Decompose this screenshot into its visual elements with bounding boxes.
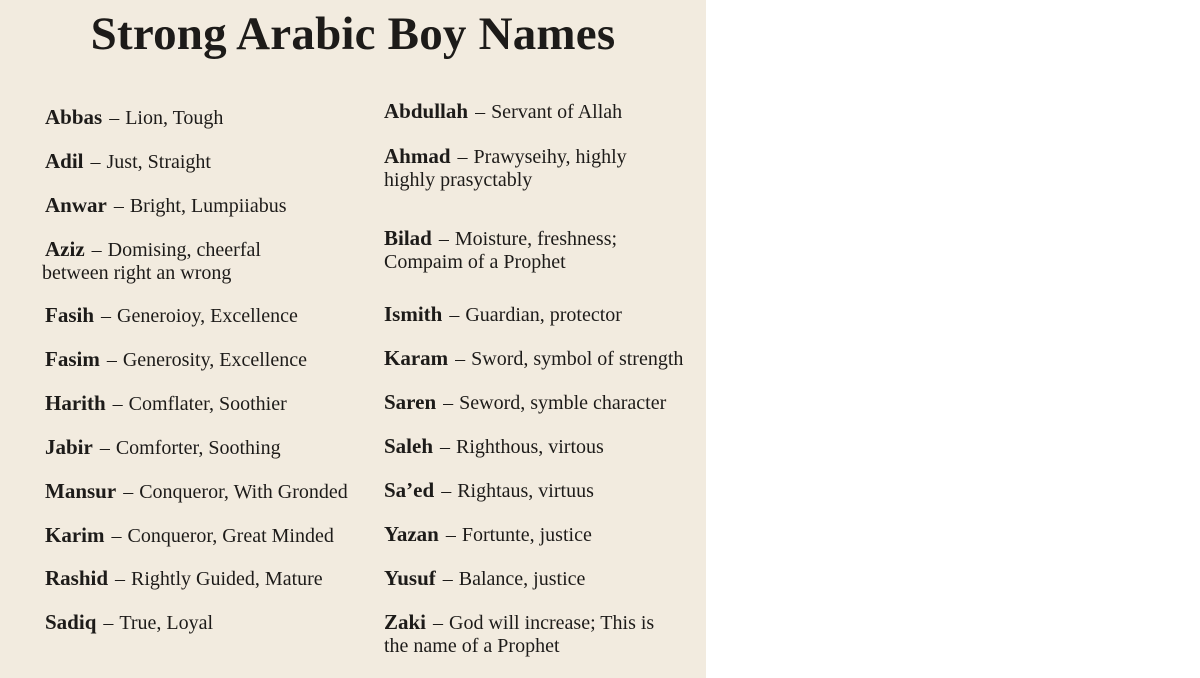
name-entry-adil — [45, 150, 211, 174]
name-entry-ahmad — [384, 145, 627, 192]
name-meaning-continuation: Compaim of a Prophet — [384, 251, 566, 273]
separator: – — [99, 437, 110, 459]
name-entry-rashid — [45, 567, 323, 591]
name-entry-yusuf — [384, 567, 585, 591]
separator: – — [91, 239, 102, 261]
name-label: Aziz — [45, 237, 85, 261]
name-meaning: Prawyseihy, highly — [473, 146, 627, 168]
name-entry-karim — [45, 524, 334, 548]
name-meaning: Comflater, Soothier — [128, 393, 287, 415]
name-meaning: Lion, Tough — [125, 107, 224, 129]
name-label: Sa’ed — [384, 478, 435, 502]
name-label: Mansur — [45, 479, 117, 503]
separator: – — [438, 228, 449, 250]
separator: – — [109, 107, 120, 129]
name-meaning: Balance, justice — [458, 568, 586, 590]
name-label: Jabir — [45, 435, 93, 459]
name-label: Saren — [384, 390, 437, 414]
name-label: Rashid — [45, 566, 109, 590]
name-entry-saed — [384, 479, 594, 503]
separator: – — [475, 101, 486, 123]
name-label: Adil — [45, 149, 84, 173]
separator: – — [440, 436, 451, 458]
name-meaning: Servant of Allah — [491, 101, 623, 123]
name-label: Harith — [45, 391, 106, 415]
name-meaning: Rightly Guided, Mature — [131, 568, 323, 590]
name-meaning: Rightaus, virtuus — [457, 480, 594, 502]
name-meaning: Righthous, virtous — [456, 436, 604, 458]
name-entry-anwar — [45, 194, 287, 218]
name-label: Abbas — [45, 105, 103, 129]
separator: – — [455, 348, 466, 370]
separator: – — [101, 305, 112, 327]
name-entry-fasih — [45, 304, 298, 328]
name-entry-abbas — [45, 106, 223, 130]
name-label: Ahmad — [384, 144, 451, 168]
name-meaning: Just, Straight — [106, 151, 211, 173]
name-meaning: Fortunte, justice — [461, 524, 592, 546]
name-meaning: Moisture, freshness; — [454, 228, 618, 250]
name-label: Fasim — [45, 347, 100, 371]
separator: – — [115, 568, 126, 590]
name-label: Fasih — [45, 303, 95, 327]
name-meaning: Conqueror, With Gronded — [139, 481, 348, 503]
name-entry-fasim — [45, 348, 307, 372]
name-label: Karim — [45, 523, 105, 547]
name-meaning-continuation: the name of a Prophet — [384, 635, 560, 657]
separator: – — [433, 612, 444, 634]
name-entry-zaki — [384, 611, 654, 658]
name-label: Yusuf — [384, 566, 436, 590]
separator: – — [449, 304, 460, 326]
name-label: Abdullah — [384, 99, 469, 123]
name-label: Saleh — [384, 434, 434, 458]
separator: – — [457, 146, 468, 168]
name-meaning-continuation: highly prasyctably — [384, 169, 533, 191]
name-label: Ismith — [384, 302, 443, 326]
name-label: Anwar — [45, 193, 107, 217]
name-meaning: Generosity, Excellence — [122, 349, 307, 371]
name-entry-aziz — [42, 237, 261, 285]
separator: – — [103, 612, 114, 634]
separator: – — [113, 195, 124, 217]
name-entry-bilad — [384, 227, 617, 274]
name-label: Yazan — [384, 522, 439, 546]
separator: – — [112, 393, 123, 415]
name-meaning: Generoioy, Excellence — [117, 305, 298, 327]
name-entry-mansur — [45, 480, 348, 504]
separator: – — [441, 480, 452, 502]
name-meaning: Guardian, protector — [465, 304, 622, 326]
name-label: Zaki — [384, 610, 427, 634]
name-entry-harith — [45, 392, 287, 416]
name-meaning: Domising, cheerfal — [107, 239, 261, 261]
name-entry-sadiq — [45, 611, 213, 635]
name-label: Bilad — [384, 226, 432, 250]
name-entry-abdullah — [384, 100, 622, 124]
name-meaning: True, Loyal — [119, 612, 214, 634]
name-meaning: Comforter, Soothing — [115, 437, 281, 459]
name-entry-saren — [384, 391, 666, 415]
name-entry-yazan — [384, 523, 592, 547]
blank-margin — [706, 0, 1200, 678]
page-title: Strong Arabic Boy Names — [90, 8, 616, 60]
separator: – — [445, 524, 456, 546]
name-label: Karam — [384, 346, 449, 370]
name-entry-karam — [384, 347, 683, 371]
separator: – — [106, 349, 117, 371]
name-meaning: Conqueror, Great Minded — [127, 525, 334, 547]
name-entry-ismith — [384, 303, 622, 327]
separator: – — [90, 151, 101, 173]
name-meaning: Sword, symbol of strength — [471, 348, 684, 370]
name-meaning: God will increase; This is — [449, 612, 655, 634]
name-label: Sadiq — [45, 610, 97, 634]
separator: – — [123, 481, 134, 503]
name-meaning-continuation: between right an wrong — [42, 262, 232, 284]
name-entry-saleh — [384, 435, 604, 459]
separator: – — [442, 568, 453, 590]
separator: – — [111, 525, 122, 547]
name-entry-jabir — [45, 436, 281, 460]
name-meaning: Seword, symble character — [459, 392, 667, 414]
separator: – — [443, 392, 454, 414]
name-meaning: Bright, Lumpiiabus — [129, 195, 287, 217]
